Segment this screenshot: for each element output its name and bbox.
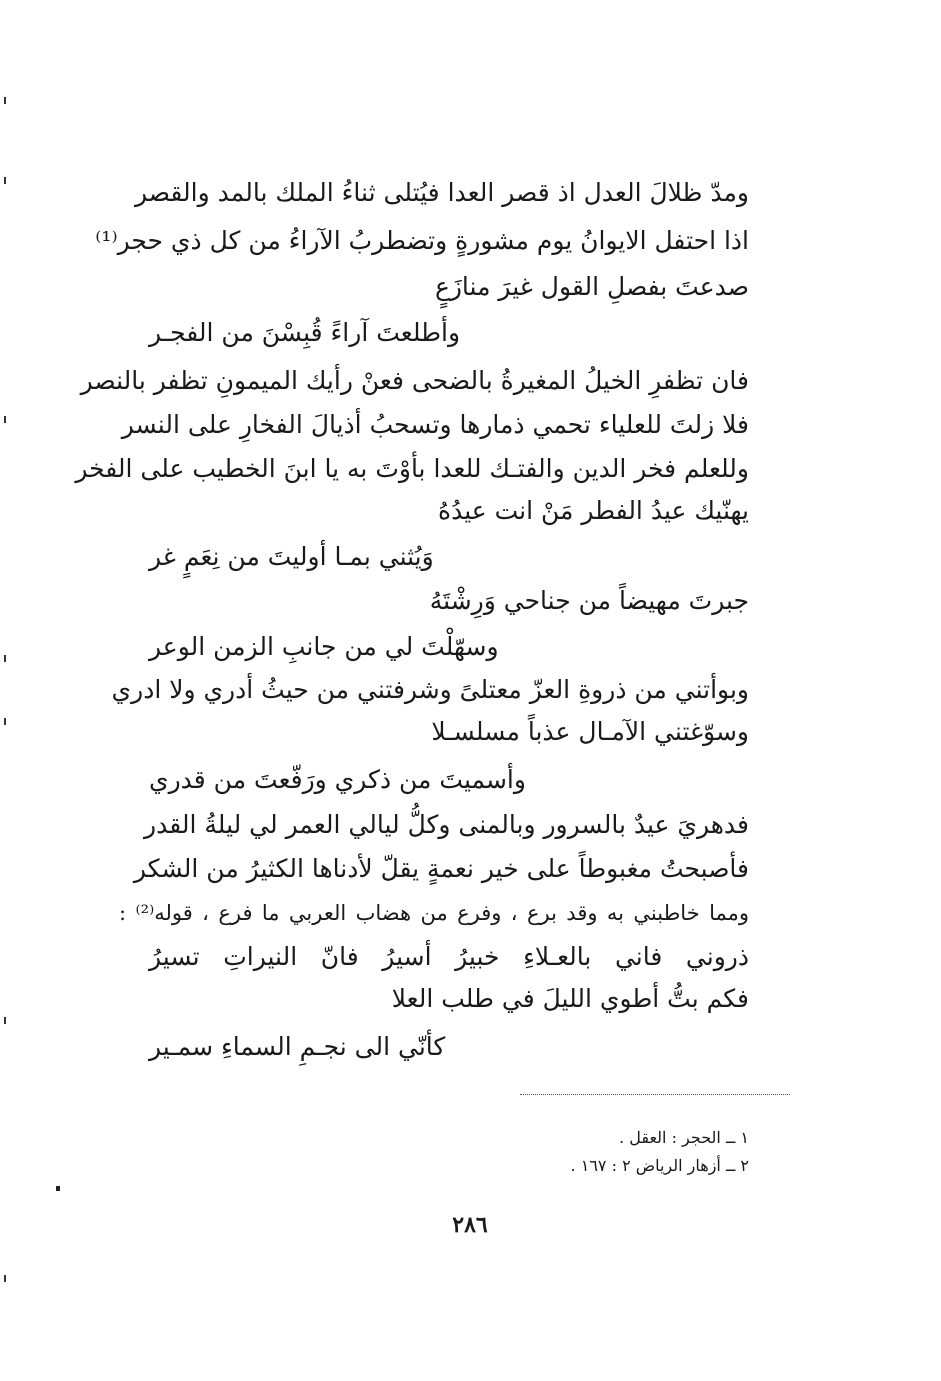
prose-line: ومما خاطبني به وقد برع ، وفرع من هضاب العربي ما فرع ، قوله⁽²⁾ : [119, 901, 749, 925]
poem-line: وسهّلْتَ لي من جانبِ الزمن الوعر [149, 632, 499, 661]
margin-mark [4, 1275, 6, 1282]
footnote-separator [520, 1094, 790, 1095]
margin-mark [4, 416, 6, 423]
poem-line: وسوّغتني الآمـال عذباً مسلسـلا [431, 717, 749, 746]
poem-line: وأسميتَ من ذكري ورَفّعتَ من قدري [149, 765, 526, 794]
poem-line: وبوأتني من ذروةِ العزّ معتلىً وشرفتني من حيثُ أدري ولا ادري [111, 675, 749, 704]
poem-line: كأنّي الى نجـمِ السماءِ سمـير [149, 1032, 446, 1061]
poem-line: فكم بتُّ أطوي الليلَ في طلب العلا [391, 984, 749, 1013]
footnote: ٢ ــ أزهار الرياض ٢ : ١٦٧ . [570, 1156, 749, 1175]
poem-line: فأصبحتُ مغبوطاً على خير نعمةٍ يقلّ لأدناها الكثيرُ من الشكر [133, 854, 749, 883]
poem-line: يهنّيك عيدُ الفطر مَنْ انت عيدُهُ [437, 496, 749, 525]
poem-line: ذروني فاني بالعـلاءِ خبيرُ أسيرُ فانّ النيراتِ تسيرُ [149, 942, 749, 971]
poem-line: وأطلعتَ آراءً قُبِسْنَ من الفجـر [149, 318, 461, 347]
margin-mark [4, 1017, 6, 1024]
margin-mark [4, 97, 6, 104]
margin-mark [4, 718, 6, 725]
print-speck [56, 1186, 60, 1191]
page-number: ٢٨٦ [452, 1212, 488, 1238]
poem-line: فلا زلتَ للعلياء تحمي ذمارها وتسحبُ أذيالَ الفخارِ على النسر [121, 410, 749, 439]
poem-line: صدعتَ بفصلِ القول غيرَ منازَعٍ [434, 272, 749, 301]
poem-line: وَيُثني بمـا أوليتَ من نِعَمٍ غر [149, 542, 434, 571]
poem-line: اذا احتفل الايوانُ يوم مشورةٍ وتضطربُ الآراءُ من كل ذي حجر⁽¹⁾ [95, 226, 749, 255]
poem-line: جبرتَ مهيضاً من جناحي وَرِشْتَهُ [429, 586, 749, 615]
margin-mark [4, 177, 6, 184]
poem-line: ومدّ ظلالَ العدل اذ قصر العدا فيُتلى ثناءُ الملك بالمد والقصر [134, 178, 749, 207]
margin-mark [4, 655, 6, 662]
footnote: ١ ــ الحجر : العقل . [619, 1128, 749, 1147]
poem-line: فدهريَ عيدٌ بالسرور وبالمنى وكلُّ ليالي العمر لي ليلةُ القدر [144, 810, 749, 839]
poem-line: وللعلم فخر الدين والفتـك للعدا بأوْتَ به يا ابنَ الخطيب على الفخر [75, 454, 749, 483]
poem-line: فان تظفرِ الخيلُ المغيرةُ بالضحى فعنْ رأيك الميمونِ تظفر بالنصر [80, 366, 749, 395]
